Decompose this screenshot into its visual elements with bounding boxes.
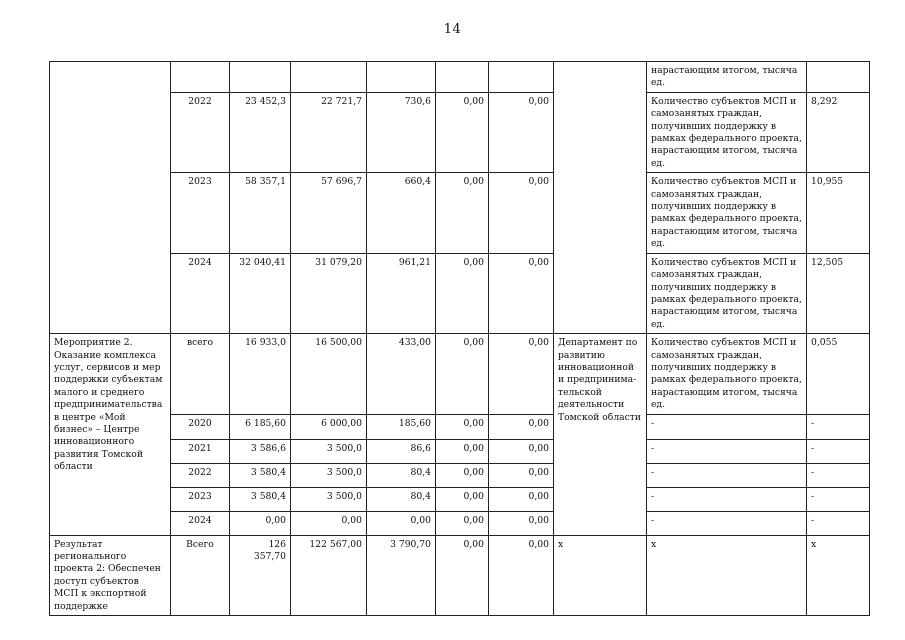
page-number: 14 — [443, 22, 462, 37]
local-cell: 0,00 — [436, 439, 489, 463]
table-row — [50, 487, 870, 511]
budget-table — [49, 61, 870, 616]
federal-cell: 31 079,20 — [291, 253, 367, 333]
value-cell: 8,292 — [807, 92, 870, 172]
federal-cell: 3 500,0 — [291, 463, 367, 487]
total-cell: 23 452,3 — [230, 92, 291, 172]
value-cell: - — [807, 511, 870, 535]
regional-cell: 86,6 — [367, 439, 436, 463]
indicator-cell: Количество субъектов МСП и самозанятых граждан, получивших поддержку в рамках федерального проекта, нарастающим итогом, тысяча ед. — [647, 173, 807, 253]
executor-cell: Департамент по развитию инновационной и предпринима-тельской деятельности Томской области — [554, 334, 647, 535]
regional-cell: 433,00 — [367, 334, 436, 414]
regional-cell: 961,21 — [367, 253, 436, 333]
value-cell: х — [807, 535, 870, 615]
federal-cell: 122 567,00 — [291, 535, 367, 615]
event-name-cell: Мероприятие 2. Оказание комплекса услуг, сервисов и мер поддержки субъектам малого и среднего предпринимательства в центре «Мой бизнес» – Центре инновационного развития Томской области — [50, 334, 171, 535]
local-cell: 0,00 — [436, 463, 489, 487]
indicator-cell: - — [647, 439, 807, 463]
federal-cell: 16 500,00 — [291, 334, 367, 414]
executor-cell: х — [554, 535, 647, 615]
total-cell: 58 357,1 — [230, 173, 291, 253]
value-cell: 10,955 — [807, 173, 870, 253]
value-cell: 12,505 — [807, 253, 870, 333]
value-cell: 0,055 — [807, 334, 870, 414]
total-cell — [230, 62, 291, 93]
indicator-cell: Количество субъектов МСП и самозанятых граждан, получивших поддержку в рамках федерального проекта, нарастающим итогом, тысяча ед. — [647, 92, 807, 172]
event-name-cell-continued — [50, 62, 171, 334]
total-cell: 0,00 — [230, 511, 291, 535]
year-cell: 2022 — [171, 463, 230, 487]
other-cell: 0,00 — [489, 253, 554, 333]
year-cell: Всего — [171, 535, 230, 615]
federal-cell — [291, 62, 367, 93]
value-cell — [807, 62, 870, 93]
other-cell: 0,00 — [489, 439, 554, 463]
year-cell: 2024 — [171, 511, 230, 535]
year-cell: 2023 — [171, 487, 230, 511]
other-cell: 0,00 — [489, 414, 554, 439]
indicator-cell: х — [647, 535, 807, 615]
federal-cell: 22 721,7 — [291, 92, 367, 172]
indicator-cell: - — [647, 487, 807, 511]
total-cell: 3 580,4 — [230, 487, 291, 511]
other-cell: 0,00 — [489, 173, 554, 253]
other-cell: 0,00 — [489, 92, 554, 172]
total-cell: 3 586,6 — [230, 439, 291, 463]
total-cell: 32 040,41 — [230, 253, 291, 333]
value-cell: - — [807, 463, 870, 487]
executor-cell-continued — [554, 62, 647, 334]
result-name-cell: Результат регионального проекта 2: Обеспечен доступ субъектов МСП к экспортной поддержке — [50, 535, 171, 615]
federal-cell: 3 500,0 — [291, 487, 367, 511]
federal-cell: 57 696,7 — [291, 173, 367, 253]
table-row — [50, 463, 870, 487]
local-cell: 0,00 — [436, 487, 489, 511]
value-cell: - — [807, 414, 870, 439]
total-cell: 126 357,70 — [230, 535, 291, 615]
table-row — [50, 535, 870, 615]
table-row — [50, 414, 870, 439]
year-cell: всего — [171, 334, 230, 414]
local-cell — [436, 62, 489, 93]
regional-cell: 660,4 — [367, 173, 436, 253]
other-cell: 0,00 — [489, 334, 554, 414]
total-cell: 6 185,60 — [230, 414, 291, 439]
local-cell: 0,00 — [436, 173, 489, 253]
table-row — [50, 511, 870, 535]
indicator-cell: Количество субъектов МСП и самозанятых граждан, получивших поддержку в рамках федерального проекта, нарастающим итогом, тысяча ед. — [647, 334, 807, 414]
value-cell: - — [807, 487, 870, 511]
local-cell: 0,00 — [436, 334, 489, 414]
regional-cell: 185,60 — [367, 414, 436, 439]
federal-cell: 0,00 — [291, 511, 367, 535]
regional-cell: 80,4 — [367, 463, 436, 487]
local-cell: 0,00 — [436, 414, 489, 439]
other-cell: 0,00 — [489, 463, 554, 487]
regional-cell — [367, 62, 436, 93]
year-cell: 2023 — [171, 173, 230, 253]
year-cell: 2024 — [171, 253, 230, 333]
total-cell: 3 580,4 — [230, 463, 291, 487]
table-row — [50, 334, 870, 414]
year-cell: 2021 — [171, 439, 230, 463]
federal-cell: 6 000,00 — [291, 414, 367, 439]
year-cell: 2022 — [171, 92, 230, 172]
federal-cell: 3 500,0 — [291, 439, 367, 463]
local-cell: 0,00 — [436, 535, 489, 615]
indicator-cell: нарастающим итогом, тысяча ед. — [647, 62, 807, 93]
local-cell: 0,00 — [436, 253, 489, 333]
indicator-cell: Количество субъектов МСП и самозанятых граждан, получивших поддержку в рамках федерального проекта, нарастающим итогом, тысяча ед. — [647, 253, 807, 333]
regional-cell: 3 790,70 — [367, 535, 436, 615]
indicator-cell: - — [647, 463, 807, 487]
regional-cell: 80,4 — [367, 487, 436, 511]
table-row — [50, 253, 870, 333]
regional-cell: 730,6 — [367, 92, 436, 172]
table-row — [50, 92, 870, 172]
indicator-cell: - — [647, 511, 807, 535]
year-cell — [171, 62, 230, 93]
total-cell: 16 933,0 — [230, 334, 291, 414]
local-cell: 0,00 — [436, 511, 489, 535]
table-row — [50, 439, 870, 463]
table-row — [50, 62, 870, 93]
value-cell: - — [807, 439, 870, 463]
local-cell: 0,00 — [436, 92, 489, 172]
indicator-cell: - — [647, 414, 807, 439]
year-cell: 2020 — [171, 414, 230, 439]
other-cell: 0,00 — [489, 511, 554, 535]
other-cell: 0,00 — [489, 535, 554, 615]
other-cell — [489, 62, 554, 93]
table-row — [50, 173, 870, 253]
other-cell: 0,00 — [489, 487, 554, 511]
regional-cell: 0,00 — [367, 511, 436, 535]
